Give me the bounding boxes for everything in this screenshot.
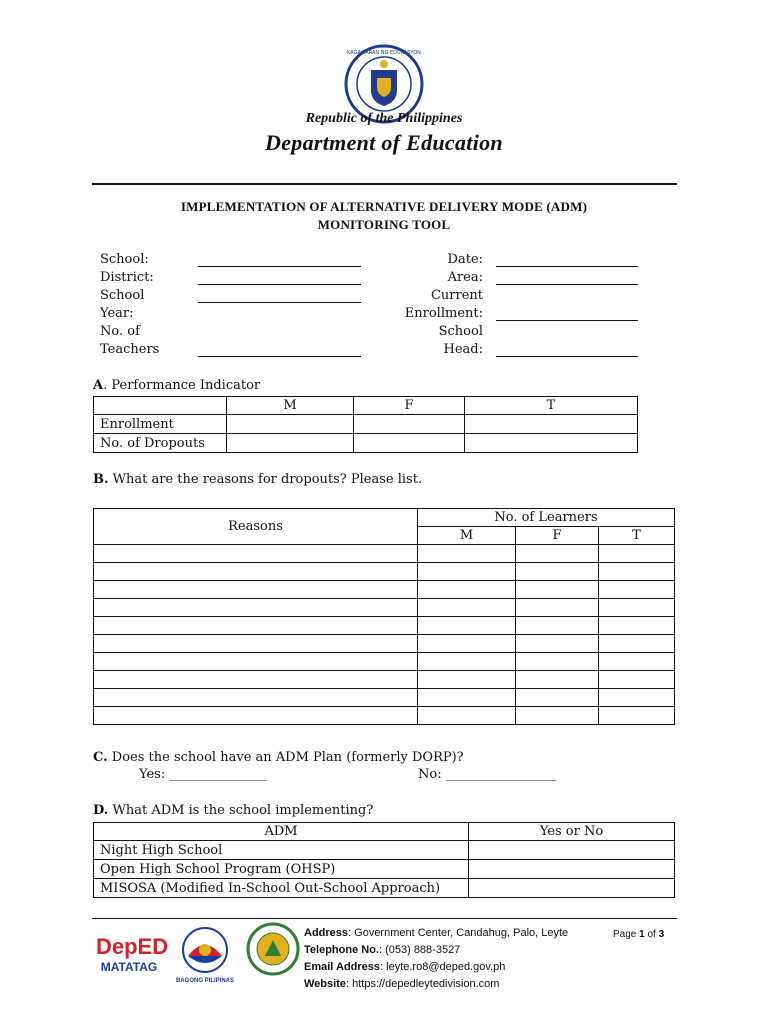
count-cell[interactable] [418, 707, 516, 725]
count-cell[interactable] [516, 545, 599, 563]
matatag-logo-text: MATATAG [100, 960, 158, 974]
school-label: School: [100, 252, 149, 267]
enrollment-field[interactable] [496, 320, 638, 321]
school-head-field[interactable] [496, 356, 638, 357]
adm-plan-yes-field[interactable]: Yes: _______________ [139, 767, 267, 782]
count-cell[interactable] [516, 635, 599, 653]
teachers-label-1: No. of [100, 324, 140, 339]
section-b-heading: B. What are the reasons for dropouts? Please list. [93, 472, 423, 487]
district-field[interactable] [198, 284, 361, 285]
teachers-label-2: Teachers [100, 342, 160, 357]
count-cell[interactable] [418, 653, 516, 671]
perf-cell[interactable] [465, 434, 638, 453]
teachers-field[interactable] [198, 356, 361, 357]
enrollment-label-2: Enrollment: [404, 306, 483, 321]
perf-cell[interactable] [227, 415, 354, 434]
perf-cell[interactable] [227, 434, 354, 453]
perf-row-label: No. of Dropouts [94, 434, 227, 453]
learners-header: No. of Learners [418, 509, 675, 527]
count-cell[interactable] [599, 689, 675, 707]
footer-address: Address: Government Center, Candahug, Palo, Leyte [304, 927, 569, 939]
adm-row-label: Night High School [94, 841, 469, 860]
footer-website: Website: https://depedleytedivision.com [304, 978, 500, 990]
count-cell[interactable] [599, 599, 675, 617]
school-field[interactable] [198, 266, 361, 267]
area-field[interactable] [496, 284, 638, 285]
count-cell[interactable] [418, 563, 516, 581]
count-cell[interactable] [418, 599, 516, 617]
adm-header: ADM [94, 823, 469, 841]
adm-plan-no-field[interactable]: No: _________________ [418, 767, 557, 782]
adm-table [93, 822, 675, 898]
count-cell[interactable] [418, 635, 516, 653]
perf-cell[interactable] [354, 415, 465, 434]
reason-cell[interactable] [94, 635, 418, 653]
form-title-line2: MONITORING TOOL [317, 217, 451, 232]
footer-contact-block [304, 925, 568, 993]
learners-header-t: T [599, 527, 675, 545]
bagong-pilipinas-logo [172, 926, 238, 984]
count-cell[interactable] [599, 653, 675, 671]
yes-no-header: Yes or No [469, 823, 675, 841]
count-cell[interactable] [516, 617, 599, 635]
count-cell[interactable] [418, 581, 516, 599]
perf-header-f: F [354, 397, 465, 415]
reasons-header: Reasons [94, 509, 418, 545]
perf-header-t: T [465, 397, 638, 415]
date-field[interactable] [496, 266, 638, 267]
count-cell[interactable] [599, 545, 675, 563]
learners-header-m: M [418, 527, 516, 545]
count-cell[interactable] [599, 635, 675, 653]
count-cell[interactable] [516, 689, 599, 707]
count-cell[interactable] [599, 671, 675, 689]
deped-logo-text: DepED [96, 934, 169, 959]
count-cell[interactable] [418, 671, 516, 689]
footer-divider [92, 918, 677, 919]
reason-cell[interactable] [94, 689, 418, 707]
reasons-table [93, 508, 675, 725]
learners-header-f: F [516, 527, 599, 545]
count-cell[interactable] [599, 581, 675, 599]
footer-email: Email Address: leyte.ro8@deped.gov.ph [304, 961, 506, 973]
count-cell[interactable] [599, 707, 675, 725]
count-cell[interactable] [516, 653, 599, 671]
school-year-label-1: School [100, 288, 145, 303]
section-c-heading: C. Does the school have an ADM Plan (formerly DORP)? [93, 750, 464, 765]
enrollment-label-1: Current [430, 288, 483, 303]
section-a-heading: A. Performance Indicator [93, 378, 261, 393]
performance-table [93, 396, 638, 453]
deped-matatag-logo [96, 934, 169, 975]
count-cell[interactable] [516, 671, 599, 689]
perf-row-label: Enrollment [94, 415, 227, 434]
form-title-line1: IMPLEMENTATION OF ALTERNATIVE DELIVERY MODE (ADM) [180, 199, 588, 214]
reason-cell[interactable] [94, 671, 418, 689]
adm-row-label: MISOSA (Modified In-School Out-School Approach) [94, 879, 469, 898]
page-number: Page 1 of 3 [613, 929, 665, 940]
perf-header-m: M [227, 397, 354, 415]
count-cell[interactable] [599, 617, 675, 635]
republic-heading: Republic of the Philippines [305, 111, 463, 126]
count-cell[interactable] [418, 689, 516, 707]
count-cell[interactable] [599, 563, 675, 581]
reason-cell[interactable] [94, 563, 418, 581]
school-year-label-2: Year: [100, 306, 134, 321]
section-d-heading: D. What ADM is the school implementing? [93, 803, 374, 818]
perf-cell[interactable] [465, 415, 638, 434]
reason-cell[interactable] [94, 581, 418, 599]
division-seal-logo [246, 922, 300, 976]
count-cell[interactable] [516, 599, 599, 617]
adm-row-label: Open High School Program (OHSP) [94, 860, 469, 879]
count-cell[interactable] [516, 563, 599, 581]
svg-text:KAGAWARAN NG EDUKASYON: KAGAWARAN NG EDUKASYON [347, 50, 421, 56]
bagong-pilipinas-text: BAGONG PILIPINAS [175, 978, 234, 984]
header-divider [92, 183, 677, 185]
perf-cell[interactable] [354, 434, 465, 453]
perf-corner-cell [94, 397, 227, 415]
bagong-pilipinas-emblem [178, 926, 232, 974]
reason-cell[interactable] [94, 653, 418, 671]
yes-no-cell[interactable] [469, 879, 675, 898]
count-cell[interactable] [418, 545, 516, 563]
area-label: Area: [447, 270, 483, 285]
reason-cell[interactable] [94, 599, 418, 617]
count-cell[interactable] [516, 581, 599, 599]
district-label: District: [100, 270, 154, 285]
yes-no-cell[interactable] [469, 841, 675, 860]
reason-cell[interactable] [94, 617, 418, 635]
school-head-label-2: Head: [443, 342, 483, 357]
reason-cell[interactable] [94, 707, 418, 725]
school-head-label-1: School [438, 324, 483, 339]
department-heading: Department of Education [265, 130, 503, 155]
count-cell[interactable] [418, 617, 516, 635]
count-cell[interactable] [516, 707, 599, 725]
yes-no-cell[interactable] [469, 860, 675, 879]
school-year-field[interactable] [198, 302, 361, 303]
date-label: Date: [447, 252, 483, 267]
footer-phone: Telephone No.: (053) 888-3527 [304, 944, 461, 956]
reason-cell[interactable] [94, 545, 418, 563]
